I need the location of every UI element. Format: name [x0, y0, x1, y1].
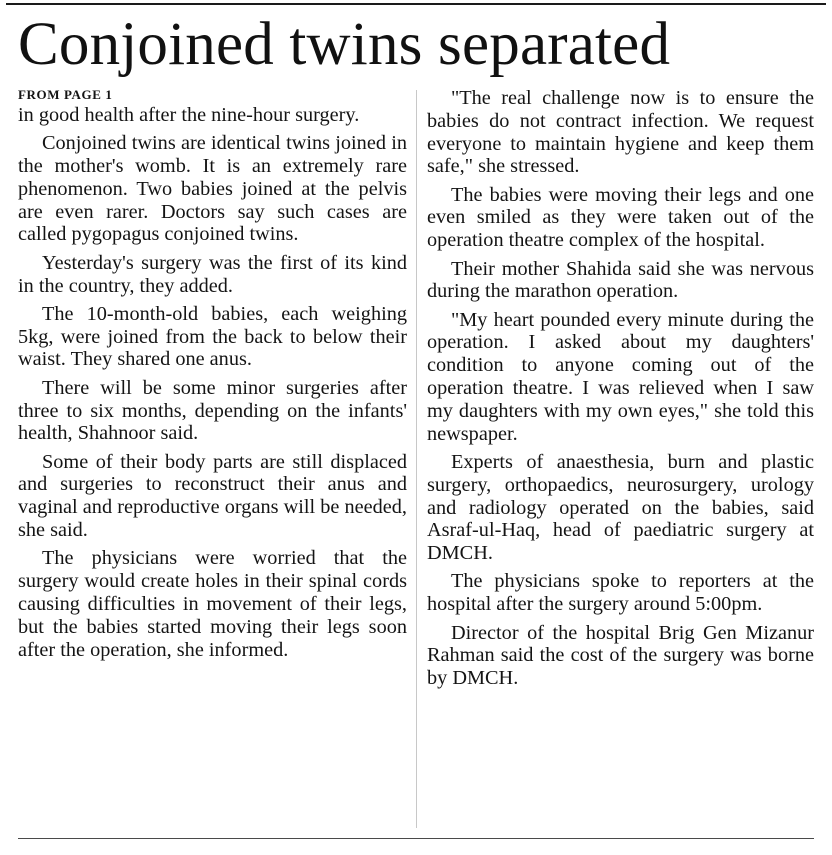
continuation-kicker: FROM PAGE 1 — [18, 87, 113, 102]
paragraph: The babies were moving their legs and one even smiled as they were taken out of the operation theatre complex of the hospital. — [427, 183, 814, 252]
headline: Conjoined twins separated — [18, 11, 671, 78]
paragraph: There will be some minor surgeries after three to six months, depending on the infants' health, Shahnoor said. — [18, 376, 407, 445]
paragraph: Their mother Shahida said she was nervous during the marathon operation. — [427, 257, 814, 303]
bottom-rule — [18, 838, 814, 839]
article-column-left — [18, 87, 407, 667]
paragraph: The 10-month-old babies, each weighing 5kg, were joined from the back to below their waist. They shared one anus. — [18, 302, 407, 371]
paragraph: The physicians were worried that the surgery would create holes in their spinal cords causing difficulties in movement of their legs, but the babies started moving their legs soon after the operation, she informed. — [18, 547, 407, 661]
paragraph: Some of their body parts are still displaced and surgeries to reconstruct their anus and vaginal and reproductive organs will be needed, she said. — [18, 450, 407, 542]
paragraph: Experts of anaesthesia, burn and plastic surgery, orthopaedics, neurosurgery, urology and radiology operated on the babies, said Asraf-ul-Haq, head of paediatric surgery at DMCH. — [427, 450, 814, 565]
article-column-right — [427, 87, 814, 695]
paragraph: "The real challenge now is to ensure the babies do not contract infection. We request everyone to maintain hygiene and keep them safe," she stressed. — [427, 87, 814, 178]
paragraph: in good health after the nine-hour surgery. — [18, 104, 360, 126]
top-rule — [6, 3, 826, 5]
paragraph: Conjoined twins are identical twins joined in the mother's womb. It is an extremely rare phenomenon. Two babies joined at the pelvis are even rarer. Doctors say such cases are called pygopagus conjoined twins. — [18, 132, 407, 246]
paragraph: "My heart pounded every minute during the operation. I asked about my daughters' condition to anyone coming out of the operation theatre. I was relieved when I saw my daughters with my own eyes," she told this newspaper. — [427, 308, 814, 445]
paragraph: Yesterday's surgery was the first of its kind in the country, they added. — [18, 251, 407, 297]
paragraph: The physicians spoke to reporters at the hospital after the surgery around 5:00pm. — [427, 570, 814, 616]
paragraph: Director of the hospital Brig Gen Mizanur Rahman said the cost of the surgery was borne by DMCH. — [427, 621, 814, 690]
column-divider — [416, 90, 417, 828]
